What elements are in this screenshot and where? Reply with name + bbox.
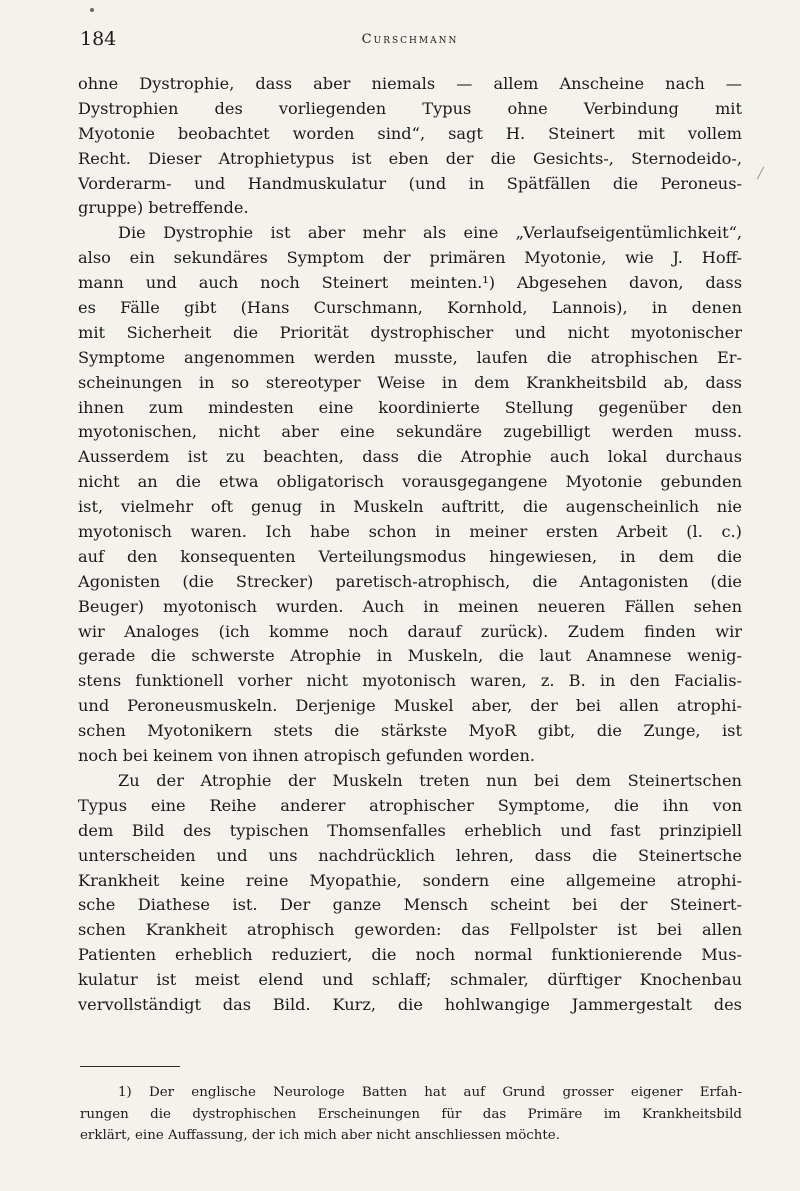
text-line: ihnen zum mindesten eine koordinierte Stellung gegenüber den xyxy=(78,397,742,417)
body-text xyxy=(78,72,742,1018)
footnote-line: 1) Der englische Neurologe Batten hat auf Grund grosser eigener Erfah- xyxy=(118,1085,742,1100)
text-line: unterscheiden und uns nachdrücklich lehren, dass die Steinertsche xyxy=(78,845,742,865)
text-line: stens funktionell vorher nicht myotonisch waren, z. B. in den Facialis- xyxy=(78,671,742,691)
text-line: dem Bild des typischen Thomsenfalles erheblich und fast prinzipiell xyxy=(78,820,742,840)
text-line: mann und auch noch Steinert meinten.¹) Abgesehen davon, dass xyxy=(78,273,742,293)
print-speck xyxy=(90,8,94,12)
page-header xyxy=(80,22,740,52)
text-line: myotonisch waren. Ich habe schon in meiner ersten Arbeit (l. c.) xyxy=(78,522,742,542)
text-line: Patienten erheblich reduziert, die noch normal funktionierende Mus- xyxy=(78,945,742,965)
text-line: Dystrophien des vorliegenden Typus ohne Verbindung mit xyxy=(78,98,742,118)
text-line: Myotonie beobachtet worden sind“, sagt H. Steinert mit vollem xyxy=(78,123,742,143)
text-line: scheinungen in so stereotyper Weise in dem Krankheitsbild ab, dass xyxy=(78,372,742,392)
text-line: Ausserdem ist zu beachten, dass die Atrophie auch lokal durchaus xyxy=(78,447,742,467)
footnote-divider xyxy=(80,1066,180,1067)
text-line: auf den konsequenten Verteilungsmodus hingewiesen, in dem die xyxy=(78,546,742,566)
text-line: ist, vielmehr oft genug in Muskeln auftritt, die augenscheinlich nie xyxy=(78,497,742,517)
text-line: vervollständigt das Bild. Kurz, die hohlwangige Jammergestalt des xyxy=(78,994,742,1014)
page-number: 184 xyxy=(80,28,117,50)
text-line: Beuger) myotonisch wurden. Auch in meinen neueren Fällen sehen xyxy=(78,596,742,616)
text-line: wir Analoges (ich komme noch darauf zurück). Zudem finden wir xyxy=(78,621,742,641)
text-line: Die Dystrophie ist aber mehr als eine „Verlaufseigentümlichkeit“, xyxy=(118,223,742,243)
text-line: Typus eine Reihe anderer atrophischer Symptome, die ihn von xyxy=(78,795,742,815)
margin-pencil-mark xyxy=(757,167,764,180)
text-line: kulatur ist meist elend und schlaff; schmaler, dürftiger Knochenbau xyxy=(78,970,742,990)
footnote-line: rungen die dystrophischen Erscheinungen für das Primäre im Krankheitsbild xyxy=(80,1106,742,1122)
text-line: Krankheit keine reine Myopathie, sondern eine allgemeine atrophi- xyxy=(78,870,742,890)
text-line: gerade die schwerste Atrophie in Muskeln, die laut Anamnese wenig- xyxy=(78,646,742,666)
text-line: nicht an die etwa obligatorisch vorausgegangene Myotonie gebunden xyxy=(78,472,742,492)
text-line: es Fälle gibt (Hans Curschmann, Kornhold, Lannois), in denen xyxy=(78,298,742,318)
text-line: und Peroneusmuskeln. Derjenige Muskel aber, der bei allen atrophi- xyxy=(78,696,742,716)
text-line: Zu der Atrophie der Muskeln treten nun bei dem Steinertschen xyxy=(118,770,742,790)
text-line: Symptome angenommen werden musste, laufen die atrophischen Er- xyxy=(78,347,742,367)
text-line: Recht. Dieser Atrophietypus ist eben der die Gesichts-, Sternodeido-, xyxy=(78,148,742,168)
footnote-line: erklärt, eine Auffassung, der ich mich aber nicht anschliessen möchte. xyxy=(80,1128,560,1143)
text-line: myotonischen, nicht aber eine sekundäre zugebilligt werden muss. xyxy=(78,422,742,442)
text-line: ohne Dystrophie, dass aber niemals — allem Anscheine nach — xyxy=(78,74,742,93)
text-line: noch bei keinem von ihnen atropisch gefunden worden. xyxy=(78,746,536,766)
text-line: gruppe) betreffende. xyxy=(78,198,249,218)
text-line: also ein sekundäres Symptom der primären Myotonie, wie J. Hoff- xyxy=(78,248,742,268)
text-line: schen Krankheit atrophisch geworden: das Fellpolster ist bei allen xyxy=(78,920,742,940)
footnotes xyxy=(80,1082,742,1147)
running-head: Curschmann xyxy=(361,32,459,47)
text-line: schen Myotonikern stets die stärkste MyoR gibt, die Zunge, ist xyxy=(78,721,742,741)
text-line: Vorderarm- und Handmuskulatur (und in Spätfällen die Peroneus- xyxy=(78,173,742,193)
text-line: Agonisten (die Strecker) paretisch-atrophisch, die Antagonisten (die xyxy=(78,571,742,591)
text-line: sche Diathese ist. Der ganze Mensch scheint bei der Steinert- xyxy=(78,895,742,915)
text-line: mit Sicherheit die Priorität dystrophischer und nicht myotonischer xyxy=(78,322,742,342)
